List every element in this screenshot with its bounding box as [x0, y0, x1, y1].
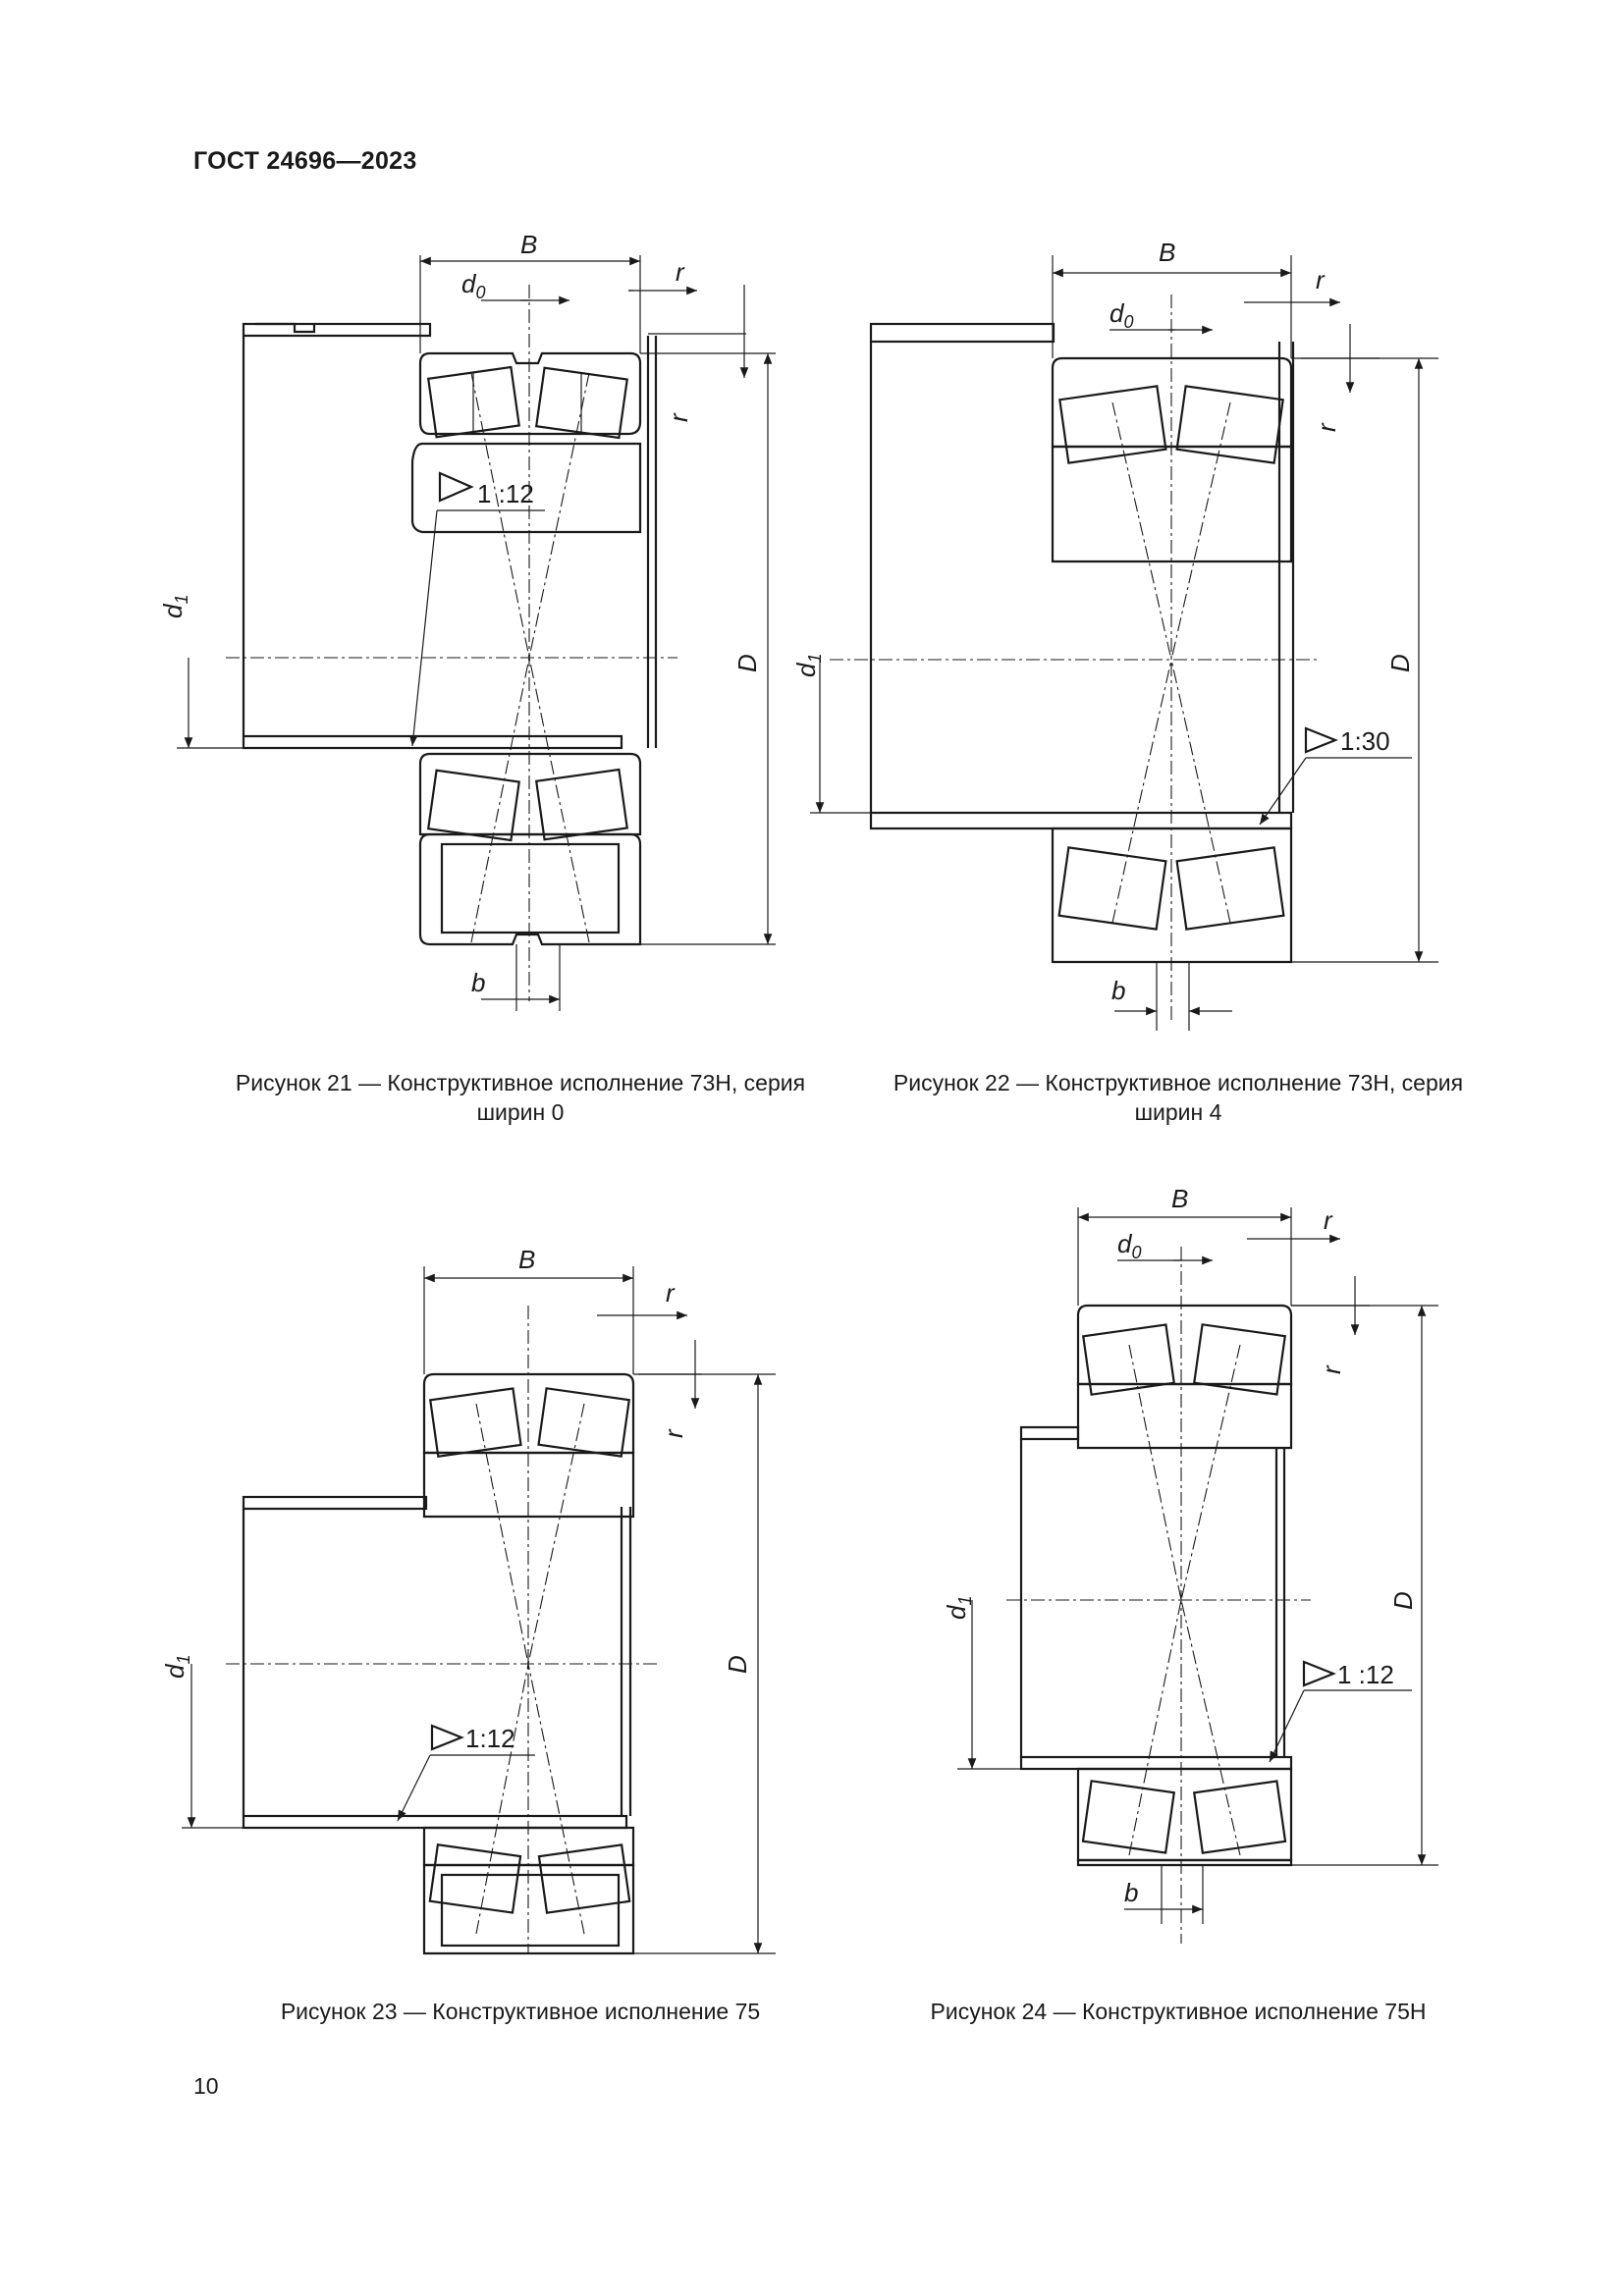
dim-r-top-label: r — [1324, 1205, 1332, 1235]
dim-D-label: D — [723, 1655, 752, 1674]
dim-B-label: B — [1159, 238, 1176, 267]
dim-r-side-label: r — [659, 1429, 688, 1438]
figure-23-caption — [196, 1997, 844, 2026]
figure-24-caption-line1: Рисунок 24 — Конструктивное исполнение 75Н — [930, 1999, 1427, 2024]
dim-B-label: B — [1171, 1184, 1189, 1213]
dim-b-label: b — [1111, 976, 1126, 1005]
dim-B-label: B — [520, 230, 538, 259]
taper-label: 1:12 — [465, 1724, 515, 1753]
dim-D-label: D — [1388, 1591, 1418, 1610]
dim-b-label: b — [471, 968, 486, 997]
figure-22-caption-line2: ширин 4 — [1134, 1099, 1222, 1125]
figure-24-caption — [854, 1997, 1502, 2026]
taper-label: 1 :12 — [1337, 1660, 1394, 1689]
dim-r-side-label: r — [664, 413, 693, 422]
dim-d1-label: $d_1$ — [942, 1595, 975, 1620]
dim-d1-label: $d_1$ — [158, 594, 191, 618]
figure-22-caption-line1: Рисунок 22 — Конструктивное исполнение 73Н, серия — [893, 1070, 1464, 1095]
dim-r-top-label: r — [676, 257, 684, 287]
dim-b-label: b — [1124, 1878, 1139, 1907]
dim-d1-label: $d_1$ — [791, 653, 825, 677]
figure-21-caption — [196, 1068, 844, 1127]
figure-21-drawing — [158, 226, 795, 1031]
figure-22-drawing — [791, 236, 1429, 1041]
figure-21-caption-line2: ширин 0 — [476, 1099, 565, 1125]
figure-24-drawing — [918, 1184, 1429, 1973]
figure-23 — [160, 1245, 795, 1973]
figure-21 — [158, 226, 795, 1031]
figure-22 — [791, 236, 1429, 1041]
dim-r-top-label: r — [666, 1278, 675, 1308]
dim-D-label: D — [1385, 654, 1415, 672]
dim-r-top-label: r — [1316, 265, 1325, 294]
dim-d0-label: $d_0$ — [1110, 298, 1134, 332]
dim-B-label: B — [518, 1245, 536, 1274]
page-number: 10 — [193, 2073, 219, 2099]
taper-label: 1 :12 — [477, 479, 534, 508]
dim-d1-label: $d_1$ — [160, 1654, 193, 1679]
figure-23-drawing — [160, 1245, 795, 1973]
dim-D-label: D — [732, 654, 762, 672]
figure-23-caption-line1: Рисунок 23 — Конструктивное исполнение 75 — [280, 1999, 761, 2024]
taper-label: 1:30 — [1340, 726, 1390, 756]
document-header: ГОСТ 24696—2023 — [193, 147, 417, 175]
dim-d0-label: $d_0$ — [1117, 1229, 1142, 1262]
dim-d0-label: $d_0$ — [461, 269, 486, 302]
dim-r-side-label: r — [1312, 423, 1341, 432]
dim-r-side-label: r — [1317, 1365, 1346, 1374]
figure-22-caption — [854, 1068, 1502, 1127]
figure-24 — [918, 1184, 1429, 1973]
figure-21-caption-line1: Рисунок 21 — Конструктивное исполнение 73Н, серия — [235, 1070, 806, 1095]
